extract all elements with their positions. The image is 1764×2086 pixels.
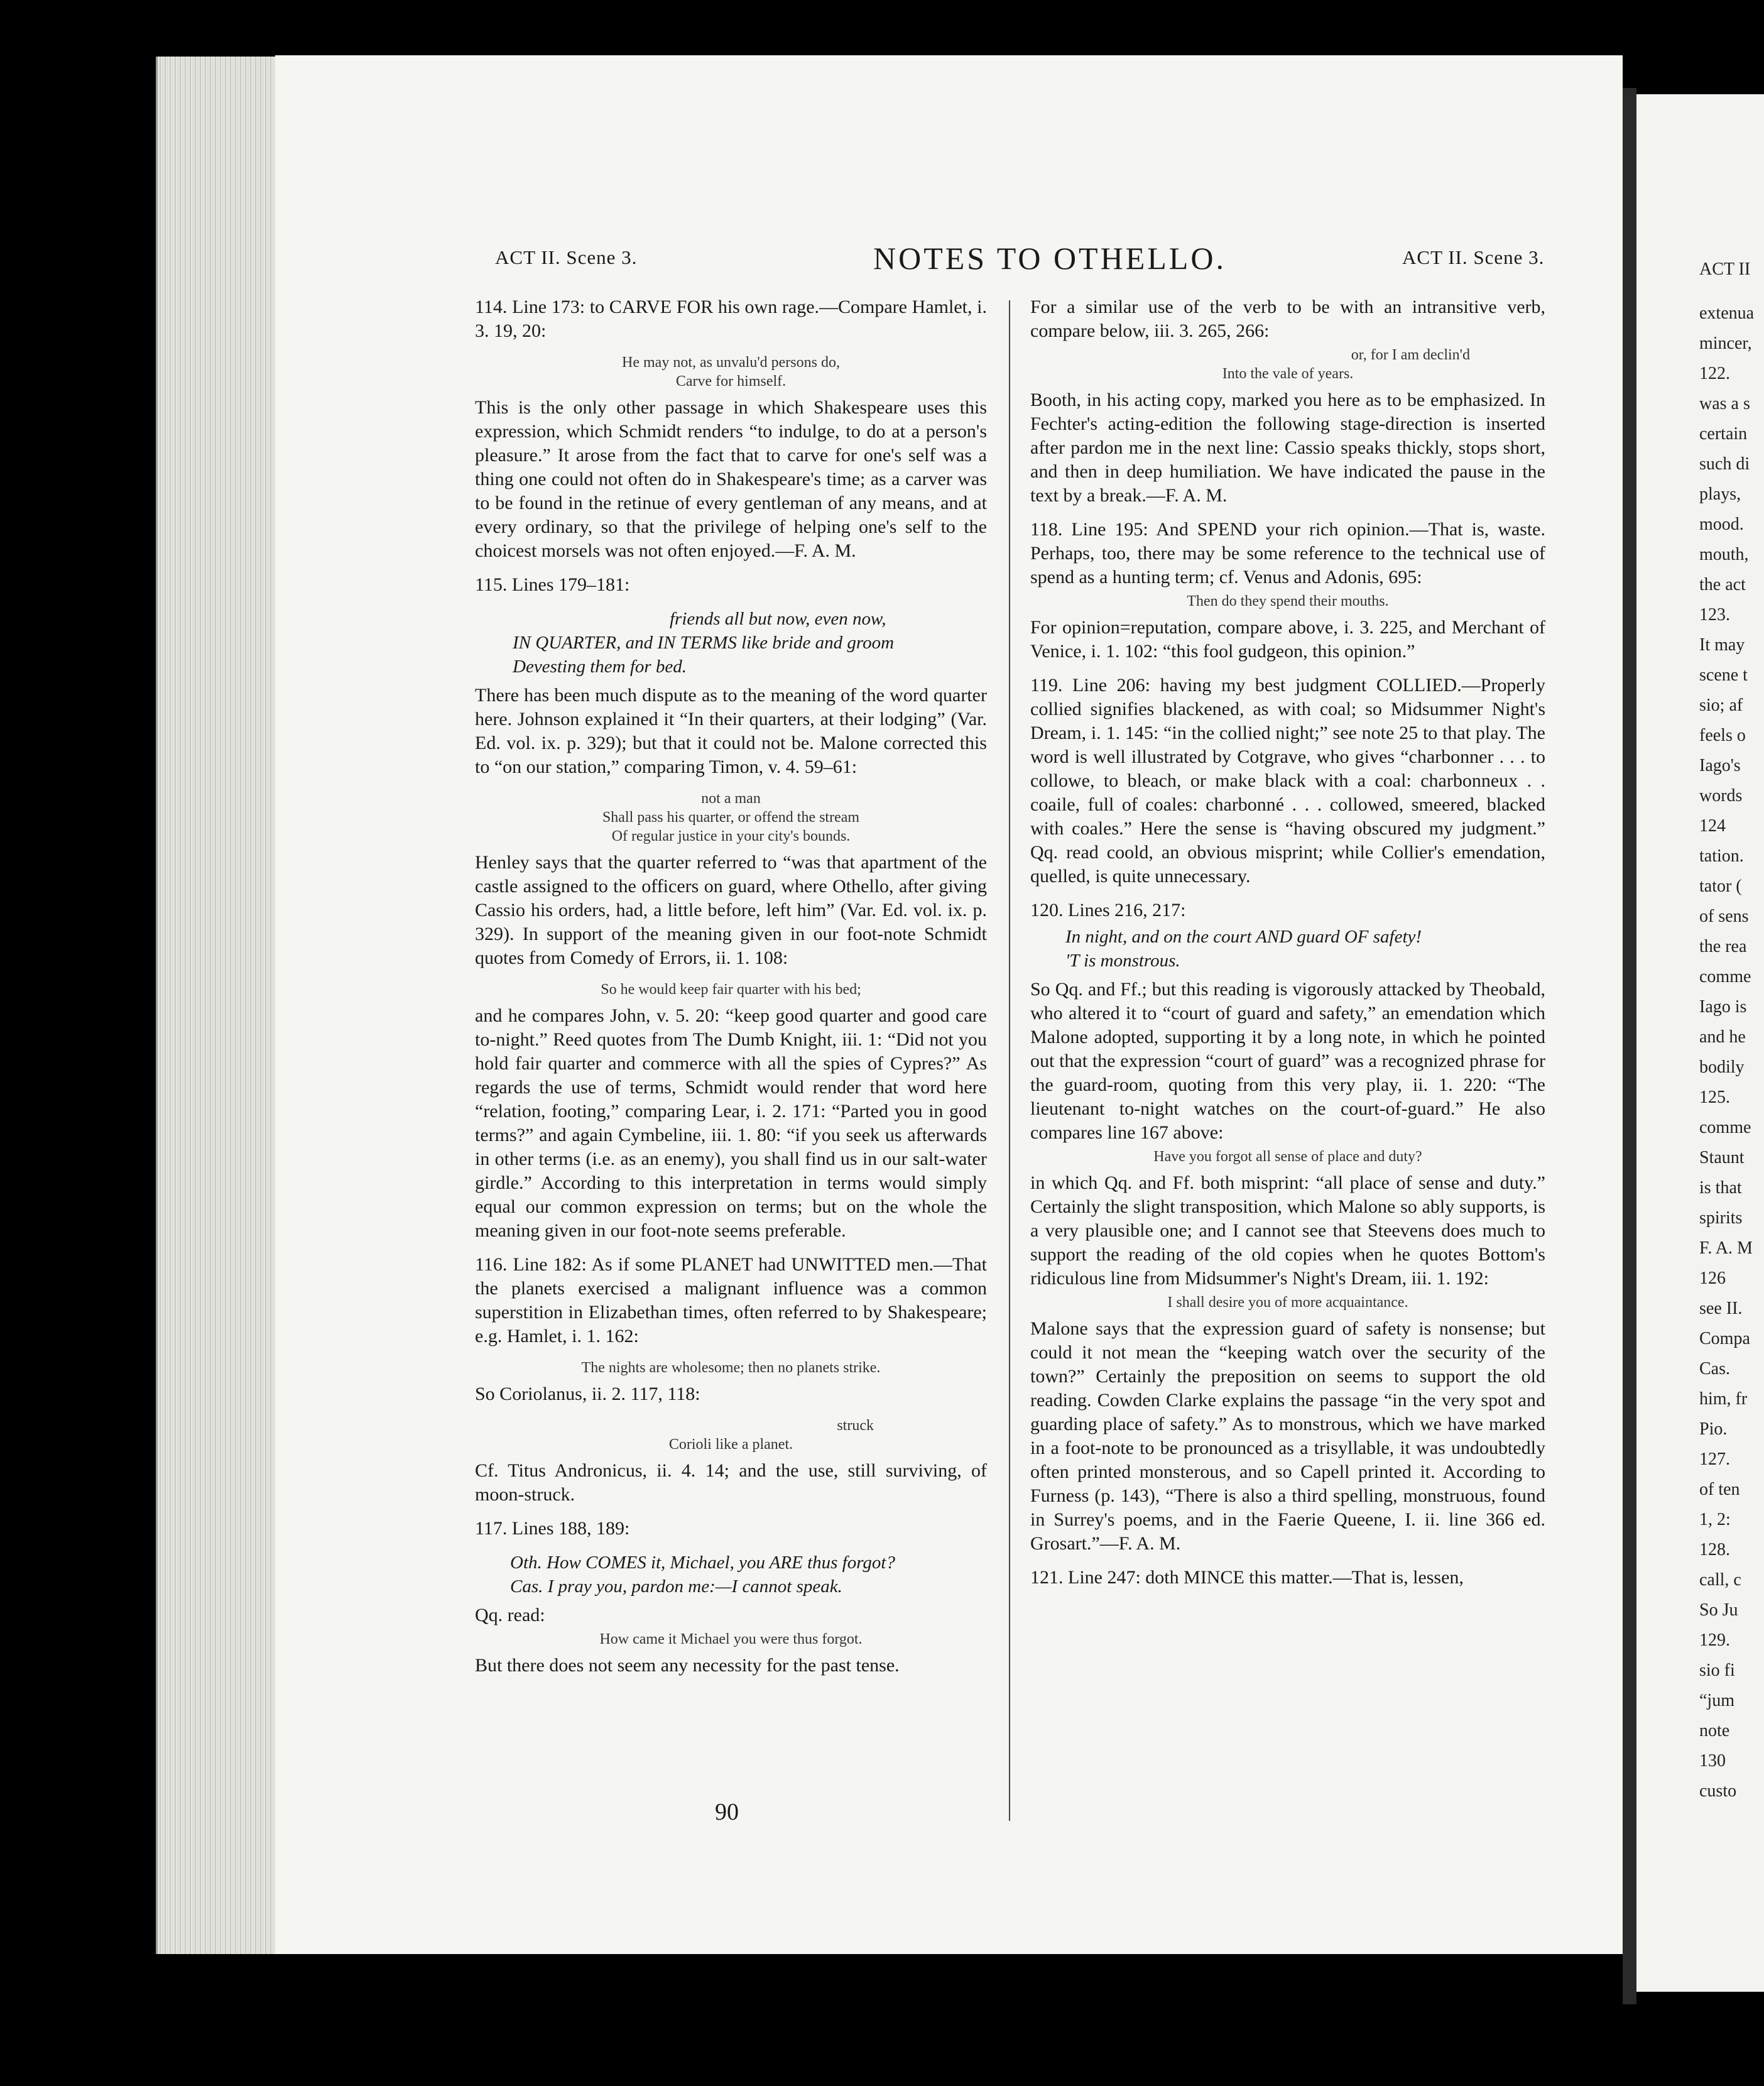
verse-line: 'T is monstrous. [1065,951,1180,971]
next-page-line: 126 [1699,1269,1726,1288]
running-head-right: ACT II. Scene 3. [1402,246,1545,268]
next-page-line: mood. [1699,515,1744,534]
note-116-quote [475,1358,987,1377]
verse-line: friends all but now, even now, [670,609,886,629]
quote-line: Into the vale of years. [1222,366,1354,382]
note-118-heading: 118. Line 195: And SPEND your rich opinion.—That is, waste. Perhaps, too, there may be some reference to the technical use of spend as a hunting term; cf. Venus and Adonis, 695: [1030,519,1545,587]
note-115-body: There has been much dispute as to the meaning of the word quarter here. Johnson explained it “In their quarters, at their lodging” (Var. Ed. vol. ix. p. 329); but that it could not be. Malone corrected this to “on our station,” comparing Timon, v. 4. 59–61: [475,685,987,777]
running-head-left: ACT II. Scene 3. [495,246,638,268]
note-114-quote [475,353,987,391]
quote-line: So he would keep fair quarter with his bed; [601,981,861,998]
next-page-line: So Ju [1699,1600,1738,1620]
next-page-line: tator ( [1699,876,1742,896]
note-115-verse [513,607,987,679]
continued-body: Booth, in his acting copy, marked you here as to be emphasized. In Fechter's acting-edition the following stage-direction is inserted after pardon me in the next line: Cassio speaks thickly, stops short, and then in deep humiliation. We have indicated the pause in the text by a break.—F. A. M. [1030,390,1545,506]
quote-line: or, for I am declin'd [1351,347,1470,363]
next-page-header: ACT II [1699,259,1751,279]
note-115-heading: 115. Lines 179–181: [475,574,630,595]
next-page-line: spirits [1699,1208,1743,1228]
next-page-line: It may [1699,635,1745,655]
next-page-line: was a s [1699,394,1750,413]
note-116-body-2: Cf. Titus Andronicus, ii. 4. 14; and the use, still surviving, of moon-struck. [475,1460,987,1505]
quote-line: I shall desire you of more acquaintance. [1167,1294,1408,1311]
note-115-quote [475,789,987,846]
note-120-quote-2 [1030,1293,1545,1312]
note-116-body: So Coriolanus, ii. 2. 117, 118: [475,1384,700,1404]
next-page-line: Pio. [1699,1419,1728,1439]
quote-line: Then do they spend their mouths. [1187,593,1389,609]
note-114-body: This is the only other passage in which Shakespeare uses this expression, which Schmidt renders “to indulge, to do at a person's pleasure.” It arose from the fact that to carve for one's self was a thing one could not often do in Shakespeare's time; as a carver was to be found in the retinue of every gentleman of any means, and at every ordinary, so that the privilege of helping one's self to the choicest morsels was not often enjoyed.—F. A. M. [475,397,987,561]
next-page-line: the act [1699,575,1746,594]
note-120-body-2: in which Qq. and Ff. both misprint: “all place of sense and duty.” Certainly the slight transposition, which Malone so ably supports, is a very plausible one; and I cannot see that Steevens does much to support the reading of the old copies when he quotes Bottom's ridiculous line from Midsummer's Night's Dream, iii. 1. 192: [1030,1172,1545,1289]
note-117-quote [475,1630,987,1649]
quote-line: How came it Michael you were thus forgot. [599,1631,863,1647]
verse-line: IN QUARTER, and IN TERMS like bride and groom [513,633,895,653]
note-117-verse [510,1551,987,1598]
next-page-line: such di [1699,454,1750,474]
column-rule [1009,300,1010,1821]
note-118-quote [1030,592,1545,611]
note-114-heading: 114. Line 173: to CARVE FOR his own rage.—Compare Hamlet, i. 3. 19, 20: [475,297,987,341]
next-page-line: bodily [1699,1057,1745,1077]
next-page-line: the rea [1699,937,1747,956]
next-page-line: tation. [1699,846,1744,866]
quote-line: Carve for himself. [675,373,787,390]
next-page-line: and he [1699,1027,1746,1047]
next-page-line: mincer, [1699,334,1752,353]
next-page-line: comme [1699,967,1751,986]
note-119: 119. Line 206: having my best judgment COLLIED.—Properly collied signifies blackened, as with coal; so Midsummer Night's Dream, i. 1. 145: “in the collied night;” see note 25 to that play. The word is well illustrated by Cotgrave, who gives “charbonner . . . to collowe, to bleach, or make black with a coal: charbonneux . . coaile, full of coales: charbonné . . . collowed, smeered, blacked with coales.” Here the sense is “having obscured my judgment.” Qq. read coold, an obvious misprint; while Collier's emendation, quelled, is quite unnecessary. [1030,675,1545,887]
next-page-line: extenua [1699,303,1755,323]
right-column [1030,295,1545,1600]
next-page-line: sio; af [1699,696,1743,715]
note-117-body-2: But there does not seem any necessity for the past tense. [475,1655,900,1676]
note-115-body-3: and he compares John, v. 5. 20: “keep good quarter and good care to-night.” Reed quotes from The Dumb Knight, iii. 1: “Did not you hold fair quarter and commerce with all the spies of Cypres?” As regards the use of terms, Schmidt would render that word here “relation, footing,” comparing Lear, i. 2. 171: “Parted you in good terms?” and again Cymbeline, iii. 1. 80: “if you seek us afterwards in other terms (i.e. as an enemy), you shall find us in our salt-water girdle.” According to this interpretation in terms would simply equal our common expression on terms; but on the whole the meaning given in our foot-note seems preferable. [475,1005,987,1241]
next-page-line: 125. [1699,1088,1730,1107]
verse-line: Devesting them for bed. [513,657,687,677]
verse-line: Oth. How COMES it, Michael, you ARE thus forgot? [510,1553,895,1573]
next-page-line: 127. [1699,1450,1730,1469]
next-page-line: sio fi [1699,1661,1735,1680]
next-page-line: see II. [1699,1299,1743,1318]
left-column [475,295,987,1688]
note-120-verse [1065,925,1545,973]
note-117-continued: For a similar use of the verb to be with an intransitive verb, compare below, iii. 3. 265, 266: [1030,297,1545,341]
next-page-line: 129. [1699,1630,1730,1650]
note-116-quote-2 [475,1416,987,1454]
next-page-line: of sens [1699,907,1749,926]
note-116-heading: 116. Line 182: As if some PLANET had UNWITTED men.—That the planets exercised a malignant influence was a common superstition in Elizabethan times, often referred to by Shakespeare; e.g. Hamlet, i. 1. 162: [475,1254,987,1346]
next-page-line: 1, 2: [1699,1510,1731,1529]
next-page-line: call, c [1699,1570,1741,1590]
note-120-quote [1030,1147,1545,1166]
next-page-line: plays, [1699,484,1741,504]
verse-line: In night, and on the court AND guard OF safety! [1065,927,1422,947]
next-page-line: Staunt [1699,1148,1745,1167]
note-120-heading: 120. Lines 216, 217: [1030,900,1186,920]
continued-quote [1030,346,1545,383]
quote-line: Of regular justice in your city's bounds. [611,828,851,844]
quote-line: He may not, as unvalu'd persons do, [622,354,840,371]
note-120-body-3: Malone says that the expression guard of safety is nonsense; but could it not mean the “keeping watch over the security of the town?” Certainly the preposition on seems to support the old reading. Cowden Clarke explains the passage “in the very spot and guarding place of safety.” As to monstrous, which we have marked in a foot-note to be pronounced as a trisyllable, it was undoubtedly often printed monsterous, and so Capell printed it. According to Furness (p. 143), “There is also a third spelling, monstruous, found in Surrey's poems, and in the Faerie Queene, I. ii. line 366 ed. Grosart.”—F. A. M. [1030,1318,1545,1554]
next-page-line: 123. [1699,605,1730,625]
next-page-line: Cas. [1699,1359,1730,1379]
next-page-line: F. A. M [1699,1238,1753,1258]
next-page-line: Compa [1699,1329,1750,1348]
note-118-body: For opinion=reputation, compare above, i. 3. 225, and Merchant of Venice, i. 1. 102: “this fool gudgeon, this opinion.” [1030,617,1545,662]
next-page-line: 124 [1699,816,1726,836]
next-page-line: custo [1699,1781,1737,1801]
note-117-heading: 117. Lines 188, 189: [475,1518,630,1539]
next-page-line: feels o [1699,726,1746,745]
quote-line: Shall pass his quarter, or offend the stream [602,809,860,826]
next-page-line: Iago is [1699,997,1747,1017]
next-page-line: him, fr [1699,1389,1748,1409]
next-page-line: Iago's [1699,756,1741,775]
next-page-line: mouth, [1699,545,1749,564]
quote-line: not a man [701,790,761,807]
quote-line: Have you forgot all sense of place and duty? [1153,1149,1422,1165]
note-115-body-2: Henley says that the quarter referred to “was that apartment of the castle assigned to the officers on guard, where Othello, after giving Cassio his orders, had, a little before, left him” (Var. Ed. vol. ix. p. 329). In support of the meaning given in our foot-note Schmidt quotes from Comedy of Errors, ii. 1. 108: [475,852,987,968]
book-page-edges [156,57,277,1954]
quote-line: Corioli like a planet. [668,1436,793,1453]
next-page-line: words [1699,786,1743,805]
note-120-body: So Qq. and Ff.; but this reading is vigorously attacked by Theobald, who altered it to “court of guard and safety,” an emendation which Malone adopted, supporting it by a long note, in which he pointed out that the expression “court of guard” was a recognized phrase for the guard-room, quoting from this very play, ii. 1. 220: “The lieutenant to-night watches on the court-of-guard.” He also compares line 167 above: [1030,979,1545,1143]
quote-line: struck [837,1417,874,1434]
page-number: 90 [715,1799,739,1825]
next-page-line: 130 [1699,1751,1726,1771]
page-title: NOTES TO OTHELLO. [873,241,1226,276]
book-gutter [1623,88,1636,2004]
next-page-line: certain [1699,424,1748,444]
note-117-body: Qq. read: [475,1605,545,1625]
next-page-line: note [1699,1721,1730,1740]
next-page-line: is that [1699,1178,1742,1198]
next-page-line: comme [1699,1118,1751,1137]
note-115-quote-2 [475,980,987,999]
next-page-line: 128. [1699,1540,1730,1559]
next-page-line: scene t [1699,665,1748,685]
verse-line: Cas. I pray you, pardon me:—I cannot speak. [510,1576,842,1597]
next-page-line: “jum [1699,1691,1734,1710]
next-page-line: of ten [1699,1480,1740,1499]
next-page-line: 122. [1699,364,1730,383]
note-121-heading: 121. Line 247: doth MINCE this matter.—That is, lessen, [1030,1567,1464,1588]
quote-line: The nights are wholesome; then no planets strike. [581,1360,881,1376]
